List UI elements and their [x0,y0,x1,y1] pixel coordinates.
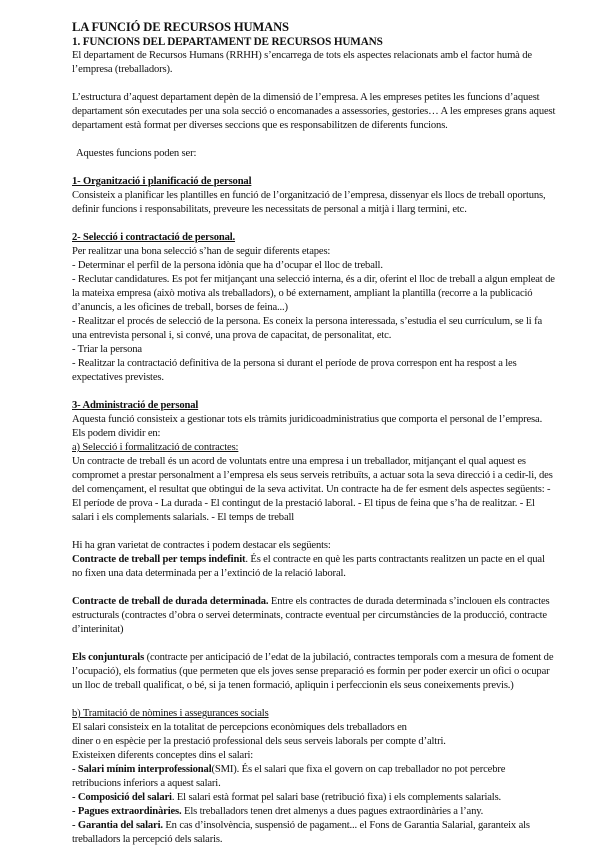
heading-organitzacio: 1- Organització i planificació de personal [72,176,252,187]
subheading-contractes: a) Selecció i formalització de contractes: [72,442,239,453]
salari-item [72,805,556,819]
intro-paragraph-1: El departament de Recursos Humans (RRHH) s’encarrega de tots els aspectes relacionats amb el factor humà de l’empresa (treballadors). [72,50,532,75]
seleccio-line: - Realitzar la contractació definitiva de la persona si durant el període de prova correspon ent ha respost a les expectatives previstes. [72,358,517,383]
subheading-nomines: b) Tramitació de nòmines i assegurances socials [72,708,269,719]
seleccio-line: Per realitzar una bona selecció s’han de seguir diferents etapes: [72,246,331,257]
paragraph-contracte: Un contracte de treball és un acord de voluntats entre una empresa i un treballador, mitjançant el qual aquest es compromet a prestar personalment a l’empresa els seus serveis retribuïts, a actuar sota la seva direcció i a cedir-li, des del començament, el resultat que obtingui de la seva activitat. Un contracte ha de fer esment dels aspectes següents: - El període de prova - La durada - El contingut de la prestació laboral. - El tipus de feina que s’ha de realitzar. - El salari i els complements salarials. - El temps de treball [72,456,553,523]
paragraph-administracio: Aquesta funció consisteix a gestionar tots els tràmits juridicoadministratius que comporta el personal de l’empresa. Els podem dividir en: [72,414,543,439]
text-conjunturals: (contracte per anticipació de l’edat de la jubilació, contractes temporals com a mesura de foment de l’ocupació), els formatius (que permeten que els joves sense preparació es formin per poder exercir un ofici o ocupar un lloc de treball qualificat, o bé, si ja tenen formació, apliquin i perfeccionin els seus coneixements previs.) [72,652,554,691]
paragraph-durada [72,595,556,637]
text-indefinit: . És el contracte en què les parts contractants realitzen un pacte en el qual no fixen una data determinada per a l’extinció de la relació laboral. [72,554,545,579]
term-conjunturals: Els conjunturals [72,652,145,663]
salari-line: El salari consisteix en la totalitat de percepcions econòmiques dels treballadors en [72,722,407,733]
section-heading-functions: 1. FUNCIONS DEL DEPARTAMENT DE RECURSOS HUMANS [72,36,383,48]
salari-item-term: - Pagues extraordinàries. [72,806,182,817]
functions-intro: Aquestes funcions poden ser: [76,148,197,159]
document-page [72,20,556,847]
intro-paragraph-2: L’estructura d’aquest departament depèn de la dimensió de l’empresa. A les empreses petites les funcions d’aquest departament són executades per una sola secció o encomanades a assessories, gestories… A les empreses grans aquest departament està format per diverses seccions que es responsabilitzen de diferents funcions. [72,92,556,131]
salari-item-term: - Composició del salari [72,792,172,803]
salari-line: Existeixen diferents conceptes dins el salari: [72,750,254,761]
salari-item [72,819,556,847]
paragraph-organitzacio: Consisteix a planificar les plantilles en funció de l’organització de l’empresa, dissenyar els llocs de treball oportuns, definir funcions i responsabilitats, preveure les necessitats de personal a mitjà i llarg termini, etc. [72,190,546,215]
salari-item [72,763,556,791]
salari-item-text: Els treballadors tenen dret almenys a dues pagues extraordinàries a l’any. [181,806,484,817]
salari-line: diner o en espècie per la prestació professional dels seus serveis laborals per compte d’altri. [72,736,446,747]
seleccio-line: - Realitzar el procés de selecció de la persona. Es coneix la persona interessada, s’estudia el seu currículum, se li fa una entrevista personal i, si convé, una prova de capacitat, de personalitat, etc. [72,316,542,341]
text-durada: Entre els contractes de durada determinada s’inclouen els contractes estructurals (contractes d’obra o servei determinats, contracte eventual per circumstàncies de la producció, contracte d’interinitat) [72,596,550,635]
seleccio-line: - Reclutar candidatures. Es pot fer mitjançant una selecció interna, és a dir, oferint el lloc de treball a algun empleat de la mateixa empresa (això motiva als treballadors), o bé externament, ampliant la plantilla (recorre a la publicació d’anuncis, a les oficines de treball, borses de feina...) [72,274,555,313]
salari-item [72,791,556,805]
term-indefinit: Contracte de treball per temps indefinit [72,554,246,565]
paragraph-conjunturals [72,651,556,693]
heading-administracio: 3- Administració de personal [72,400,199,411]
paragraph-indefinit [72,553,556,581]
term-durada: Contracte de treball de durada determinada. [72,596,269,607]
salari-item-text: (SMI). És el salari que fixa el govern on cap treballador no pot percebre retribucions inferiors a aquest salari. [72,764,506,789]
salari-item-text: En cas d’insolvència, suspensió de pagament... el Fons de Garantia Salarial, garanteix als treballadors la percepció dels salaris. [72,820,530,845]
seleccio-line: - Determinar el perfil de la persona idònia que ha d’ocupar el lloc de treball. [72,260,383,271]
salari-item-term: - Salari mínim interprofessional [72,764,212,775]
salari-item-text: . El salari està format pel salari base (retribució fixa) i els complements salarials. [171,792,502,803]
seleccio-line: - Triar la persona [72,344,142,355]
document-title: LA FUNCIÓ DE RECURSOS HUMANS [72,20,289,34]
heading-seleccio: 2- Selecció i contractació de personal. [72,232,236,243]
salari-item-term: - Garantia del salari. [72,820,163,831]
paragraph-varietat: Hi ha gran varietat de contractes i podem destacar els següents: [72,540,331,551]
